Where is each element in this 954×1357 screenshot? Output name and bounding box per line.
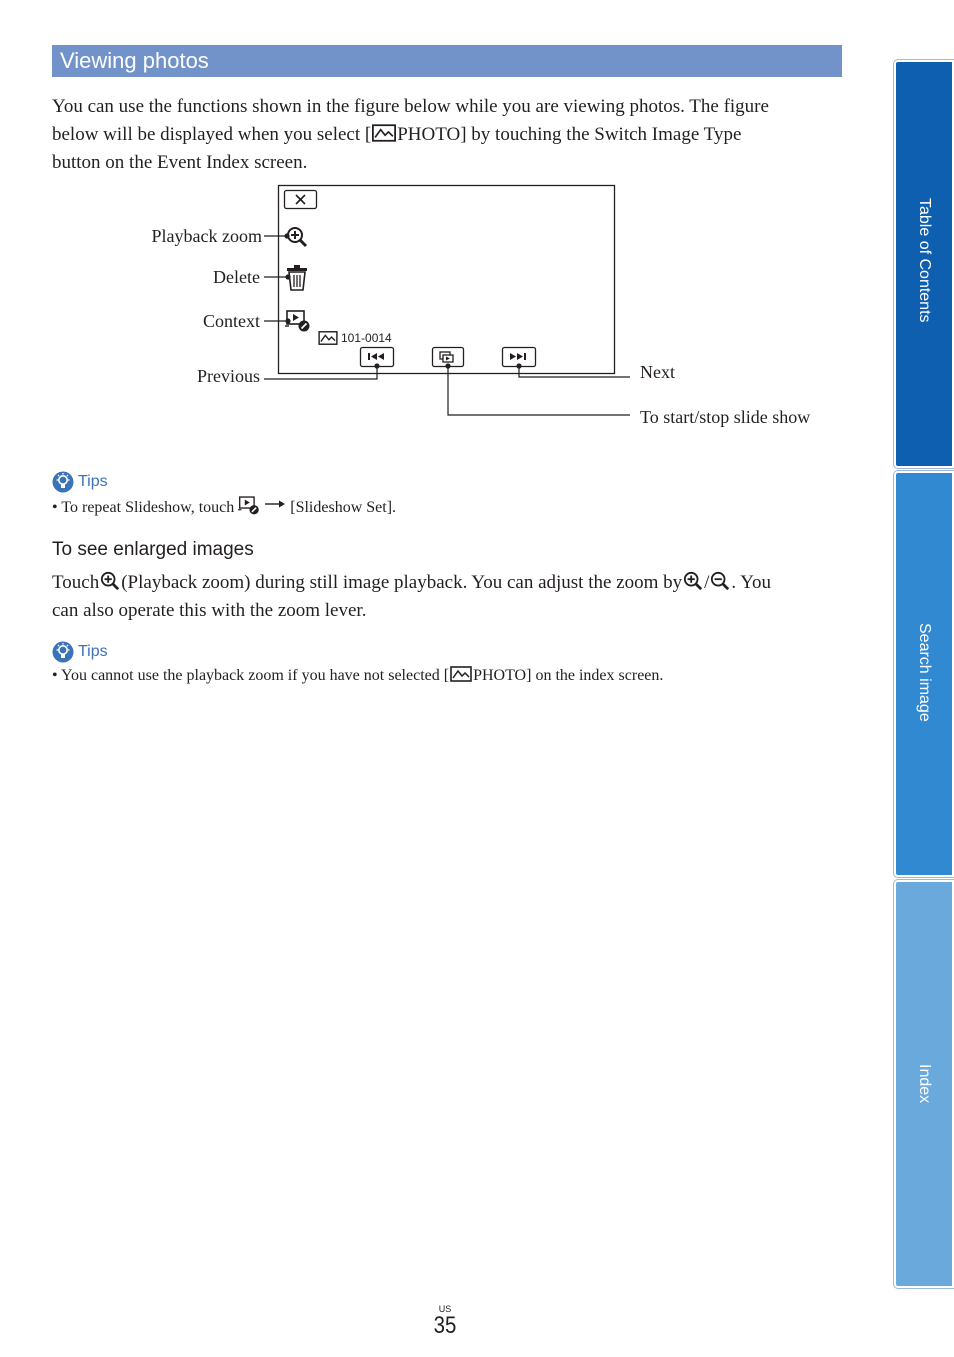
- photo-icon: [371, 123, 397, 143]
- label-playback-zoom: Playback zoom: [151, 226, 262, 246]
- photo-icon: [449, 665, 473, 683]
- playback-figure: [130, 180, 850, 440]
- tab-table-of-contents-label: Table of Contents: [916, 198, 933, 323]
- tab-table-of-contents[interactable]: [894, 60, 954, 468]
- tab-index[interactable]: [894, 880, 954, 1288]
- slash: /: [704, 572, 710, 593]
- screen-frame: [279, 186, 615, 374]
- zoom-out-icon: [709, 571, 731, 591]
- label-delete: Delete: [213, 267, 260, 287]
- tab-search-image[interactable]: [894, 471, 954, 877]
- region-code: US: [438, 1304, 452, 1314]
- enlarged-paragraph: [52, 569, 771, 625]
- tips-heading: [52, 641, 108, 663]
- tips-heading: [52, 471, 108, 493]
- enlarged-line-1-post: . You: [731, 572, 772, 593]
- enlarged-line-2: can also operate this with the zoom lever.: [52, 600, 367, 621]
- tips-item-text-post: [Slideshow Set].: [290, 499, 397, 516]
- intro-line-2-post: PHOTO] by touching the Switch Image Type: [397, 124, 742, 145]
- tab-search-image-label: Search image: [916, 623, 933, 722]
- zoom-in-icon: [99, 571, 121, 591]
- page-number-value: 35: [433, 1312, 457, 1339]
- file-number: 101-0014: [341, 331, 392, 345]
- label-next: Next: [640, 362, 675, 382]
- arrow-right-icon: [264, 498, 286, 510]
- bullet: •: [52, 499, 58, 516]
- lightbulb-icon: [52, 641, 74, 663]
- close-icon: [285, 191, 317, 209]
- tips-heading-label: Tips: [78, 643, 108, 660]
- intro-line-3: button on the Event Index screen.: [52, 152, 308, 173]
- slideshow-context-icon: [238, 496, 260, 515]
- subsection-title: To see enlarged images: [52, 539, 254, 560]
- label-previous: Previous: [197, 366, 260, 386]
- tab-index-label: Index: [916, 1064, 933, 1104]
- intro-line-1: You can use the functions shown in the figure below while you are viewing photos. The figure: [52, 96, 769, 117]
- tips-item: [52, 496, 396, 519]
- lightbulb-icon: [52, 471, 74, 493]
- tips-item: [52, 665, 663, 687]
- tips-item-text-pre: To repeat Slideshow, touch: [61, 499, 235, 516]
- section-title: Viewing photos: [52, 45, 842, 77]
- zoom-in-icon: [682, 571, 704, 591]
- page-number: [420, 1305, 470, 1338]
- intro-line-2: [52, 121, 769, 149]
- intro-line-2-pre: below will be displayed when you select [: [52, 124, 372, 145]
- tips-heading-label: Tips: [78, 473, 108, 490]
- enlarged-line-1: [52, 569, 771, 597]
- enlarged-line-1-pre: Touch: [52, 572, 100, 593]
- label-context: Context: [203, 311, 260, 331]
- bullet: •: [52, 667, 58, 684]
- tips-item-text-post: PHOTO] on the index screen.: [473, 667, 664, 684]
- intro-paragraph: [52, 93, 769, 177]
- label-slideshow: To start/stop slide show: [640, 407, 811, 427]
- enlarged-line-1-mid: (Playback zoom) during still image playback. You can adjust the zoom by: [121, 572, 683, 593]
- tips-item-text-pre: You cannot use the playback zoom if you have not selected [: [61, 667, 450, 684]
